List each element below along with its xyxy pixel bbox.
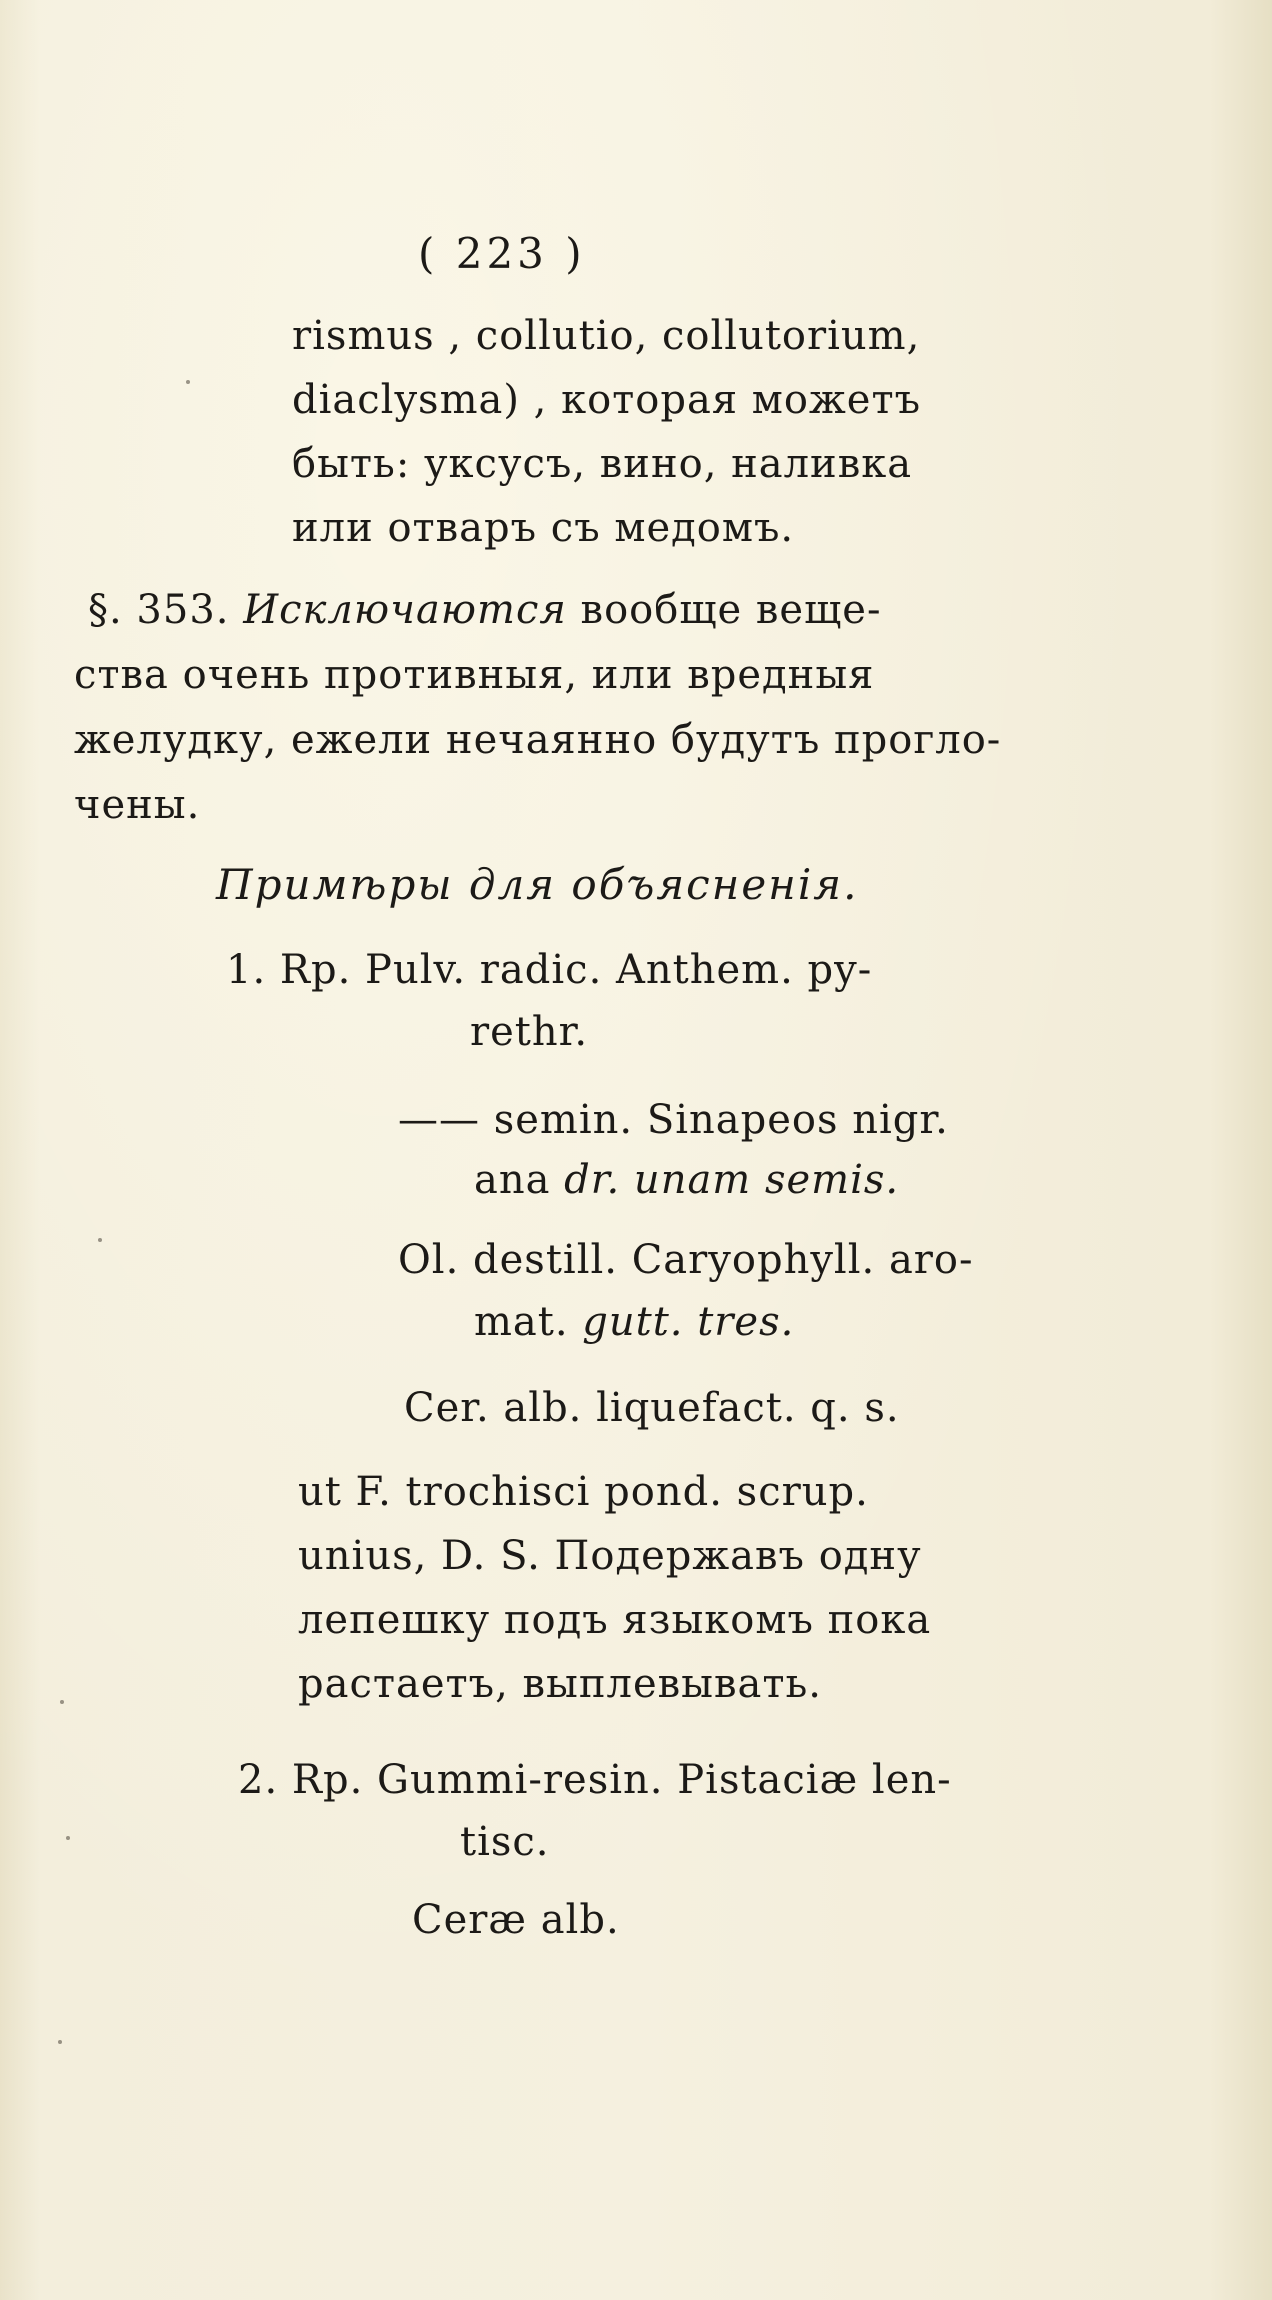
text-line: или отваръ съ медомъ. (292, 505, 795, 551)
ingredient-line: Ol. destill. Caryophyll. aro- (398, 1237, 974, 1283)
paper-speck (58, 2040, 62, 2044)
text-line: желудку, ежели нечаянно будутъ прогло- (74, 717, 1002, 763)
ingredient-dose-line (474, 1157, 900, 1203)
text-fragment: mat. (474, 1299, 583, 1345)
paper-speck (60, 1700, 64, 1704)
paper-speck (66, 1836, 70, 1840)
page-number: ( 223 ) (418, 229, 586, 278)
text-fragment: ana (474, 1157, 565, 1203)
paper-speck (98, 1238, 102, 1242)
text-fragment: Gummi-resin. Pistaciæ len- (363, 1757, 952, 1803)
text-line: rethr. (470, 1009, 589, 1055)
ingredient-line: Ceræ alb. (412, 1897, 620, 1943)
ingredient-line: —— semin. Sinapeos nigr. (398, 1097, 949, 1143)
ingredient-line: Cer. alb. liquefact. q. s. (404, 1385, 900, 1431)
recipe-number: 2. Rp. (238, 1757, 364, 1803)
section-353-line (88, 587, 882, 633)
text-line: лепешку подъ языкомъ пока (298, 1597, 932, 1643)
text-line: unius, D. S. Подержавъ одну (298, 1533, 922, 1579)
text-line: растаетъ, выплевывать. (298, 1661, 822, 1707)
text-fragment: Pulv. radic. Anthem. py- (351, 947, 873, 993)
emphasized-word: Исключаются (243, 587, 567, 633)
dose-text: dr. unam semis. (564, 1157, 900, 1203)
text-line: diaclysma) , которая можетъ (292, 377, 922, 423)
section-number: §. 353. (88, 587, 230, 633)
examples-heading: Примѣры для объясненія. (216, 860, 859, 909)
recipe-number: 1. Rp. (226, 947, 352, 993)
text-line: rismus , collutio, collutorium, (292, 313, 921, 359)
text-line: tisc. (460, 1819, 550, 1865)
text-fragment: вообще веще- (566, 587, 882, 633)
dose-text: gutt. tres. (582, 1299, 795, 1345)
text-line: ut F. trochisci pond. scrup. (298, 1469, 869, 1515)
paper-speck (186, 380, 190, 384)
text-line: чены. (74, 782, 201, 828)
recipe-1-line (226, 947, 873, 993)
ingredient-dose-line (474, 1299, 795, 1345)
text-line: ства очень противныя, или вредныя (74, 652, 875, 698)
recipe-2-line (238, 1757, 952, 1803)
text-line: быть: уксусъ, вино, наливка (292, 441, 913, 487)
